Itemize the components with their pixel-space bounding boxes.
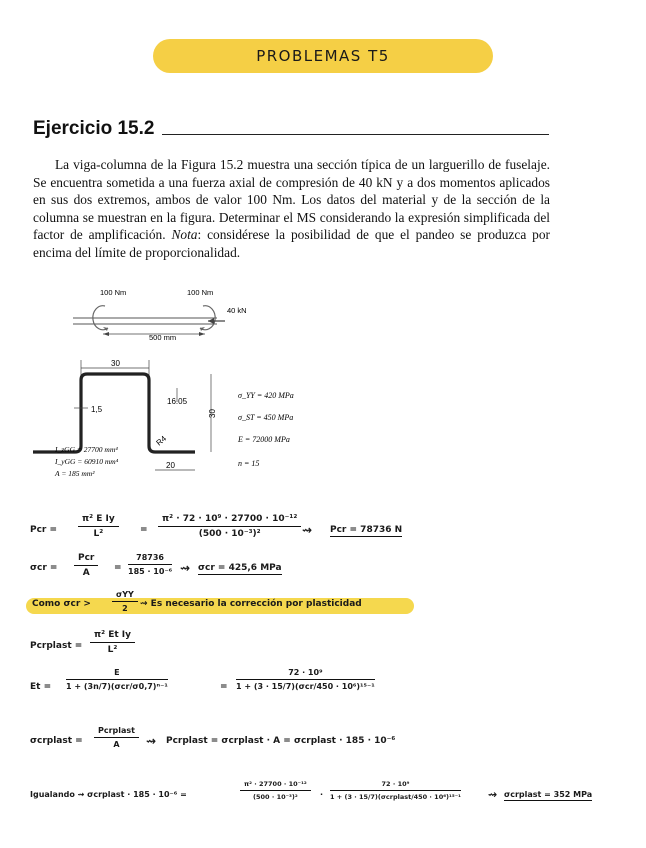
figure-15-2 — [25, 280, 325, 490]
material-data — [237, 391, 294, 468]
inertia-yy: I_yGG = 60910 mm⁴ — [55, 457, 119, 466]
young-modulus: E = 72000 MPa — [238, 435, 290, 444]
dim-radius: R4 — [154, 434, 169, 448]
line1-result: Pcr = 78736 N — [330, 525, 403, 535]
beam-sketch — [73, 288, 247, 342]
sigma-st: σ_ST = 450 MPa — [238, 413, 294, 422]
line1-lhs: Pcr = — [30, 525, 58, 535]
sigma-yy: σ_YY = 420 MPa — [238, 391, 294, 400]
dim-centroid: 16.05 — [167, 397, 188, 406]
work-line-2: σcr = Pcr A = $\frac{78736}{\text{185 · 10⁻⁶}}$ ⇝ σcr = 425,6 MPa — [30, 553, 282, 578]
inertia-zz: I_zGG = 27700 mm⁴ — [55, 445, 118, 454]
length-label: 500 mm — [149, 333, 177, 342]
line1-frac2: $\frac{\text{π² · 72 · 10⁹ · 27700 · 10⁻¹²}}{\text{(500 · 10⁻³)²}}$ — [158, 514, 301, 539]
line7-result: σcrplast = 352 MPa — [504, 790, 593, 799]
chapter-banner: PROBLEMAS T5 — [153, 39, 493, 73]
area: A = 185 mm² — [55, 469, 95, 478]
ramberg-n: n = 15 — [238, 459, 260, 468]
note-label: Nota — [171, 227, 198, 242]
hat-section-sketch — [33, 359, 217, 478]
problem-statement — [33, 156, 550, 261]
exercise-title: Ejercicio 15.2 — [33, 118, 155, 139]
line1-frac1: $\frac{\text{π² E Iy}}{\text{L²}}$ — [78, 514, 119, 539]
moment-left-label: 100 Nm — [100, 288, 127, 297]
work-line-3: Como σcr > σYY 2 ⇝ Es necesario la corrección por plasticidad — [32, 590, 362, 613]
dim-flange: 20 — [166, 461, 175, 470]
work-line-6: σcrplast = Pcrplast A ⇝ Pcrplast = σcrplast · A = σcrplast · 185 · 10⁻⁶ — [30, 726, 396, 749]
dim-top: 30 — [111, 359, 120, 368]
work-line-5: Et = E 1 + (3n/7)(σcr/σ0,7)ⁿ⁻¹ = 72 · 10⁹ 1 + (3 · 15/7)(σcr/450 · 10⁶)¹⁵⁻¹ — [30, 668, 375, 692]
axial-force-label: 40 kN — [227, 306, 247, 315]
work-line-4: Pcrplast = $\frac{\text{π² Et Iy}}{\text{L²}}$ — [30, 630, 230, 666]
dim-thickness: 1,5 — [91, 405, 103, 414]
dim-height: 30 — [208, 409, 217, 418]
moment-right-label: 100 Nm — [187, 288, 214, 297]
heading-rule — [162, 134, 549, 135]
exercise-heading — [33, 118, 549, 140]
line2-result: σcr = 425,6 MPa — [198, 563, 282, 573]
statement-text: La viga-columna de la Figura 15.2 muestra una sección típica de un larguerillo de fuselaje. Se encuentra sometida a una fuerza axial de compresión de 40 kN y a dos momentos aplicados en sus dos extremos, ambos de valor 100 Nm. Los datos del material y de la sección de la columna se muestran en la figura. Determinar el MS considerando la expresión simplificada del factor de amplificación. — [33, 157, 550, 242]
work-line-7: Igualando ⇝ σcrplast · 185 · 10⁻⁶ = $\frac{\text{π² · 27700 · 10⁻¹²}}{\text{(500 · 10⁻³)²}}$ · 72 · 10⁹ 1 + (3 · 15/7)(σcrplast/450 · 10⁶)¹⁵⁻¹ ⇝ σcrplast = 352 MPa — [30, 780, 593, 801]
work-line-1: Pcr = $\frac{\text{π² E Iy}}{\text{L²}}$ = $\frac{\text{π² · 72 · 10⁹ · 27700 · 10⁻¹²}}{\text{(500 · 10⁻³)²}}$ ⇝ Pcr = 78736 N — [30, 514, 403, 539]
statement-note-text: : considérese la posibilidad de que el pandeo se produzca por encima del límite de proporcionalidad. — [33, 227, 550, 260]
